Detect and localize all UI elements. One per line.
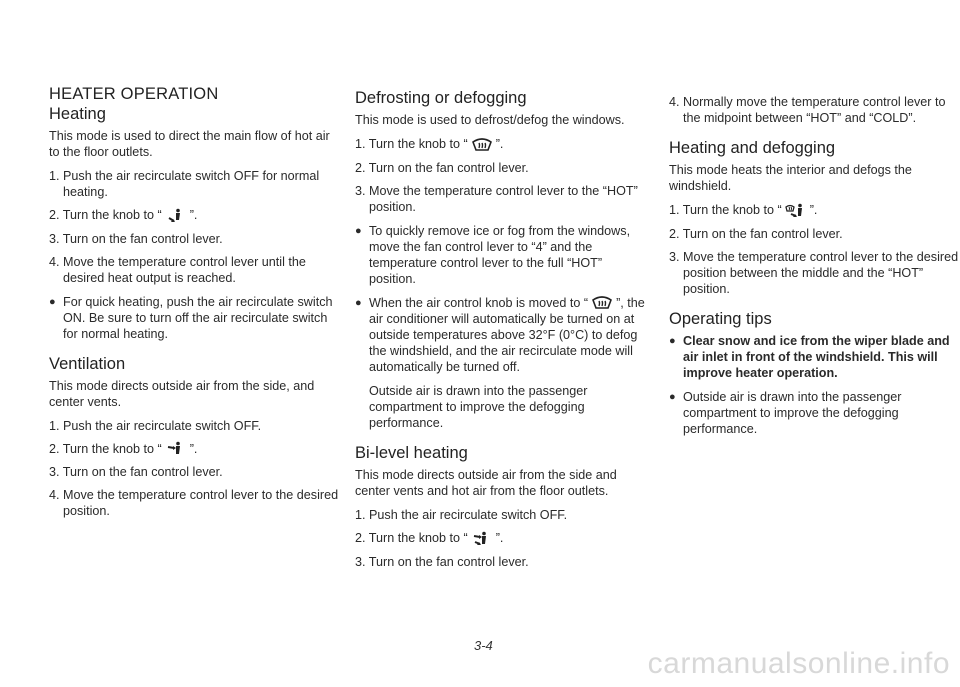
heating-step-3: 3. Turn on the fan control lever.	[49, 231, 223, 246]
heading-heating: Heating	[49, 105, 106, 123]
floor-vent-icon	[165, 208, 187, 224]
heat-defog-steps	[669, 202, 959, 297]
heating-step-1: 1. Push the air recirculate switch OFF for normal heating.	[49, 169, 320, 199]
bilevel-step-3: 3. Turn on the fan control lever.	[355, 555, 529, 570]
heading-bilevel: Bi-level heating	[355, 444, 468, 463]
heat-defog-step-2: 2. Turn on the fan control lever.	[669, 226, 843, 241]
defrost-tip-1: ● To quickly remove ice or fog from the windows, move the fan control lever to “4” and the temperature control lever to the full “HOT” position.	[355, 223, 645, 287]
heating-intro: This mode is used to direct the main flow of hot air to the floor outlets.	[49, 129, 330, 159]
bilevel-step-2: 2. Turn the knob to “ ”.	[355, 531, 504, 546]
defrost-tip-2: ● When the air control knob is moved to “ ”, the air conditioner will automatically be turned on at outside temperatures above 32°F (0°C) to defog the windshield, and the air recirculate mode will automatically be turned off.	[355, 295, 645, 376]
bilevel-steps	[355, 507, 645, 570]
heating-steps	[49, 168, 339, 286]
defrost-step-3: 3. Move the temperature control lever to the “HOT” position.	[355, 183, 638, 214]
heat-defog-intro: This mode heats the interior and defogs the windshield.	[669, 163, 912, 193]
ventilation-step-3: 3. Turn on the fan control lever.	[49, 465, 223, 480]
ventilation-step-4: 4. Move the temperature control lever to the desired position.	[49, 488, 339, 519]
column-left	[49, 86, 339, 527]
bilevel-step-4: 4. Normally move the temperature control lever to the midpoint between “HOT” and “COLD”.	[669, 95, 946, 125]
heading-ventilation: Ventilation	[49, 354, 126, 373]
bilevel-icon	[471, 531, 493, 547]
heating-tip: ● For quick heating, push the air recirculate switch ON. Be sure to turn off the air recirculate switch for normal heating.	[49, 294, 339, 342]
heading-operating-tips: Operating tips	[669, 309, 772, 328]
floor-defrost-icon	[785, 203, 807, 219]
column-right	[669, 94, 959, 445]
face-vent-icon	[165, 441, 187, 457]
defrost-intro: This mode is used to defrost/defog the windows.	[355, 113, 625, 127]
watermark: carmanualsonline.info	[647, 647, 950, 680]
heat-defog-step-1: 1. Turn the knob to “ ”.	[669, 203, 818, 217]
heading-heat-defog: Heating and defogging	[669, 139, 836, 157]
defrost-icon	[471, 137, 493, 153]
defrost-step-2: 2. Turn on the fan control lever.	[355, 160, 529, 175]
defrost-note: Outside air is drawn into the passenger compartment to improve the defogging performance.	[369, 384, 588, 431]
ventilation-step-2: 2. Turn the knob to “ ”.	[49, 441, 198, 456]
heading-defrost: Defrosting or defogging	[355, 89, 527, 107]
defrost-steps	[355, 136, 645, 215]
ventilation-steps	[49, 418, 339, 520]
bilevel-steps-continued	[669, 94, 959, 126]
column-middle	[355, 90, 645, 578]
bilevel-intro: This mode directs outside air from the side and center vents and hot air from the floor outlets.	[355, 468, 617, 499]
tip-outside-air: ● Outside air is drawn into the passenger compartment to improve the defogging performance.	[669, 389, 959, 437]
ventilation-intro: This mode directs outside air from the side, and center vents.	[49, 378, 315, 409]
page-number: 3-4	[474, 638, 493, 653]
ventilation-step-1: 1. Push the air recirculate switch OFF.	[49, 418, 262, 433]
defrost-step-1: 1. Turn the knob to “ ”.	[355, 137, 504, 151]
heating-step-4: 4. Move the temperature control lever until the desired heat output is reached.	[49, 254, 306, 285]
defrost-icon	[591, 295, 613, 311]
heat-defog-step-3: 3. Move the temperature control lever to the desired position between the middle and the “HOT” position.	[669, 249, 959, 296]
bilevel-step-1: 1. Push the air recirculate switch OFF.	[355, 508, 568, 523]
tip-clear-snow: ● Clear snow and ice from the wiper blade and air inlet in front of the windshield. This will improve heater operation.	[669, 333, 959, 381]
page-title: HEATER OPERATION	[49, 85, 219, 103]
heating-step-2: 2. Turn the knob to “ ”.	[49, 208, 198, 222]
